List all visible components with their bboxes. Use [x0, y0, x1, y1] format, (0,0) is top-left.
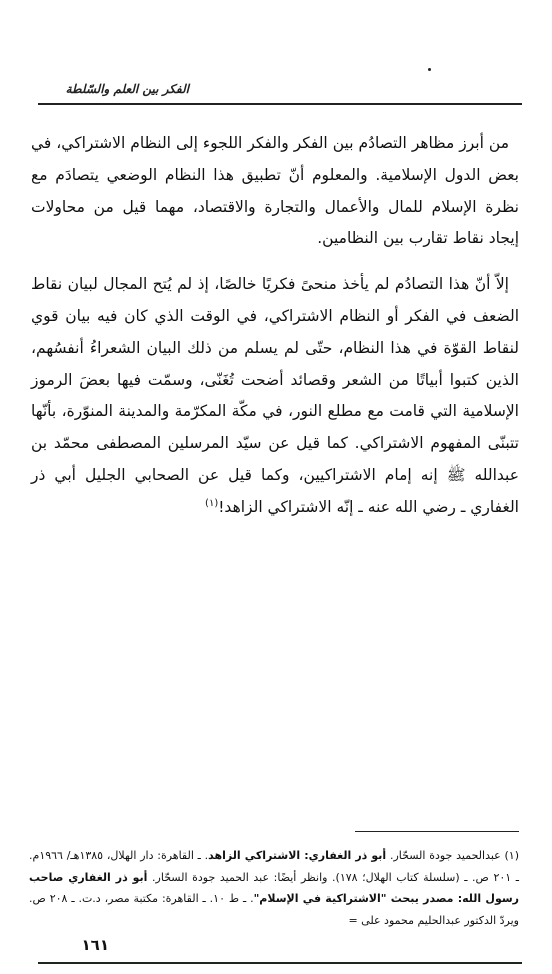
- paragraph-text: إلاّ أنّ هذا التصادُم لم يأخذ منحىً فكريًا خالصًا، إذ لم يُتح المجال لبيان نقاط الضعف في الفكر أو النظام الاشتراكي، في الوقت الذي كان فيه بيان قوي لنقاط القوّة في هذا النظام، حتّى لم يسلم من ذلك البيان الشعراءُ أنفسُهم، الذين كتبوا أبياتًا من الشعر وقصائد أضحت تُغَنّى، وسمّت فيها بعضَ الرموز الإسلامية التي قامت مع مطلع النور، في مكّة المكرّمة والمدينة المنوّرة، بأنّها تتبنّى المفهوم الاشتراكي. كما قيل عن سيّد المرسلين المصطفى محمّد بن عبدالله ﷺ إنه إمام الاشتراكيين، وكما قيل عن الصحابي الجليل أبي ذر الغفاري ـ رضي الله عنه ـ إنّه الاشتراكي الزاهد!: [31, 275, 519, 516]
- paragraph-text: من أبرز مظاهر التصادُم بين الفكر والفكر اللجوء إلى النظام الاشتراكي، في بعض الدول الإسلامية. والمعلوم أنّ تطبيق هذا النظام الوضعي يتصادَم مع نظرة الإسلام للمال والأعمال والتجارة والاقتصاد، مهما قيل من محاولات إيجاد نقاط تقارب بين النظامين.: [31, 134, 519, 248]
- header-divider: [38, 103, 522, 105]
- footnote-text: (١) عبدالحميد جودة السحّار.: [386, 849, 520, 862]
- page-number: ١٦١: [81, 936, 109, 954]
- footnote-text: . ـ ط ١٠. ـ القاهرة: مكتبة مصر، د.ت. ـ ٢٠٨ ص. ويردّ الدكتور عبدالحليم محمود على =: [29, 892, 519, 927]
- paragraph: [31, 128, 519, 255]
- footnote: [29, 845, 519, 931]
- footnote-reference: (١): [205, 497, 219, 509]
- running-header-title: الفكر بين العلم والسّلطة: [65, 82, 189, 96]
- body-text: [31, 128, 519, 524]
- footer-divider: [38, 962, 522, 964]
- footnote-book-title: أبو ذر الغفاري صاحب رسول الله: مصدر يبحث "الاشتراكية في الإسلام": [29, 870, 519, 905]
- header-ornament-dot: [428, 68, 431, 71]
- footnote-text: . ـ القاهرة: دار الهلال، ١٣٨٥هـ/ ١٩٦٦م. ـ ٢٠١ ص. ـ (سلسلة كتاب الهلال؛ ١٧٨). وانظر أيضًا: عبد الحميد جودة السحّار.: [29, 849, 519, 884]
- footnote-book-title: أبو ذر الغفاري: الاشتراكي الزاهد: [208, 849, 387, 862]
- footnote-separator: [355, 831, 519, 832]
- paragraph: [31, 269, 519, 523]
